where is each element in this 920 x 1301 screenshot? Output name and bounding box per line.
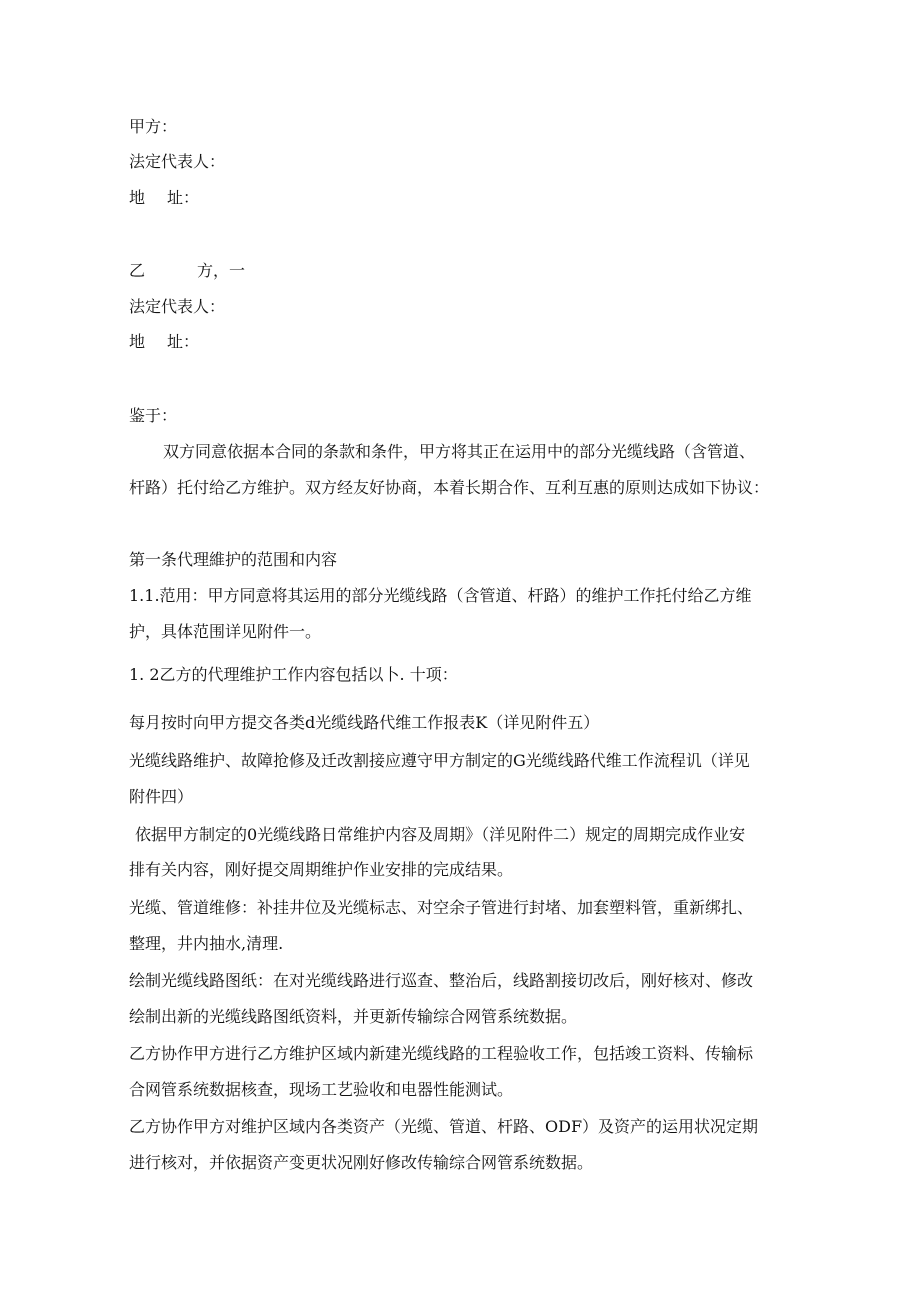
recital-heading: 鉴于： xyxy=(129,406,178,425)
list-item-continuation: 合网管系统数据核查，现场工艺验收和电器性能测试。 xyxy=(129,1080,514,1099)
list-item-continuation: 排有关内容，刚好提交周期维护作业安排的完成结果。 xyxy=(129,860,514,879)
list-item: 乙方协作甲方进行乙方维护区域内新建光缆线路的工程验收工作，包括竣工资料、传输标 xyxy=(129,1044,754,1063)
list-item-continuation: 进行核对，并依据资产变更状况刚好修改传输综合网管系统数据。 xyxy=(129,1153,594,1172)
list-item-continuation: 绘制出新的光缆线路图纸资料，并更新传输综合网管系统数据。 xyxy=(129,1007,578,1026)
list-item: 光缆、管道维修：补挂井位及光缆标志、对空余子管进行封堵、加套塑料管，重新绑扎、 xyxy=(129,898,754,917)
address-char-right: 址： xyxy=(166,188,199,207)
list-item: 绘制光缆线路图纸：在对光缆线路进行巡查、整治后，线路割接切改后，刚好核对、修改 xyxy=(129,971,754,990)
recital-paragraph-line: 双方同意依据本合同的条款和条件，甲方将其正在运用中的部分光缆线路（含管道、 xyxy=(163,442,756,461)
party-b-char-right: 方，一 xyxy=(196,261,245,280)
list-item-continuation: 整理，井内抽水,清理. xyxy=(129,934,284,953)
address-char-left: 地 xyxy=(129,188,146,207)
scope-paragraph-line: 1.1.范用：甲方同意将其运用的部分光缆线路（含管道、杆路）的维护工作托付给乙方维 xyxy=(129,586,752,605)
scope-paragraph-line: 护，具体范围详见附件一。 xyxy=(129,622,322,641)
address-char-right: 址： xyxy=(166,332,199,351)
party-a-representative-label: 法定代表人： xyxy=(129,152,226,171)
party-b-label xyxy=(129,260,245,282)
list-item: 每月按时向甲方提交各类d光缆线路代维工作报表K（详见附件五） xyxy=(129,713,600,732)
list-item: 光缆线路维护、故障抢修及迁改割接应遵守甲方制定的G光缆线路代维工作流程讥（详见 xyxy=(129,751,750,770)
address-char-left: 地 xyxy=(129,332,146,351)
party-b-char-left: 乙 xyxy=(129,261,146,280)
recital-paragraph-line: 杆路）托付给乙方维护。双方经友好协商，本着长期合作、互利互惠的原则达成如下协议： xyxy=(129,478,770,497)
list-item: 依据甲方制定的0光缆线路日常维护内容及周期》（洋见附件二）规定的周期完成作业安 xyxy=(135,825,746,844)
party-b-representative-label: 法定代表人： xyxy=(129,297,226,316)
party-a-address-label xyxy=(129,187,199,209)
party-b-address-label xyxy=(129,331,199,353)
list-item-continuation: 附件四） xyxy=(129,787,194,806)
article-title: 第一条代理維护的范围和内容 xyxy=(129,550,338,569)
list-item: 乙方协作甲方对维护区域内各类资产（光缆、管道、杆路、ODF）及资产的运用状况定期 xyxy=(129,1117,759,1136)
content-intro: 1. 2乙方的代理维护工作内容包括以卜. 十项： xyxy=(129,665,458,684)
party-a-label: 甲方： xyxy=(129,117,178,136)
